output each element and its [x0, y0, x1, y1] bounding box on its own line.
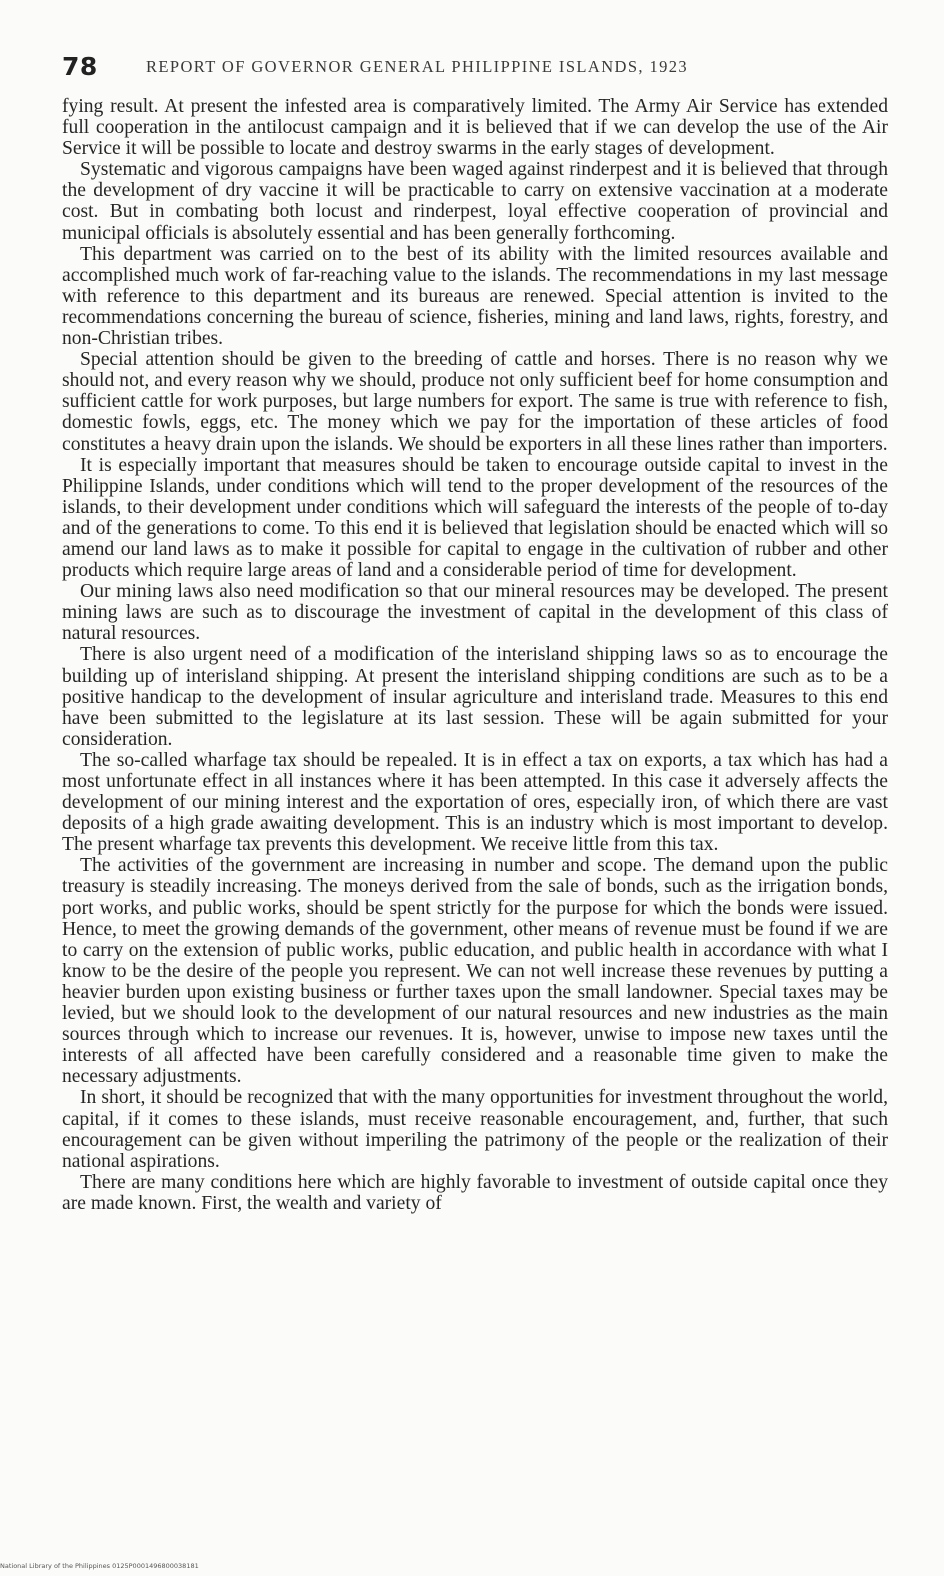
paragraph-wharfage-tax: The so-called wharfage tax should be repealed. It is in effect a tax on exports, a tax which has had a most unfortunate effect in all instances where it has been attempted. In this case it adversely affects the development of our mining interest and the exportation of ores, especially iron, of which there are vast deposits of a high grade awaiting development. This is an industry which is most important to develop. The present wharfage tax prevents this development. We receive little from this tax.: [62, 749, 888, 856]
body-text: [62, 96, 888, 1214]
paragraph-department: This department was carried on to the best of its ability with the limited resources available and accomplished much work of far-reaching value to the islands. The recommendations in my last message with reference to this department and its bureaus are renewed. Special attention is invited to the recommendations concerning the bureau of science, fisheries, mining and land laws, rights, forestry, and non-Christian tribes.: [62, 243, 888, 350]
paragraph-shipping-laws: There is also urgent need of a modification of the interisland shipping laws so as to encourage the building up of interisland shipping. At present the interisland shipping conditions are such as to be a positive handicap to the development of insular agriculture and interisland trade. Measures to this end have been submitted to the legislature at its last session. These will be again submitted for your consideration.: [62, 644, 888, 750]
paragraph-cattle-breeding: Special attention should be given to the breeding of cattle and horses. There is no reason why we should not, and every reason why we should, produce not only sufficient beef for home consumption and sufficient cattle for work purposes, but large numbers for export. The same is true with reference to fish, domestic fowls, eggs, etc. The money which we pay for the importation of these articles of food constitutes a heavy drain upon the islands. We should be exporters in all these lines rather than importers.: [62, 349, 888, 455]
running-title: REPORT OF GOVERNOR GENERAL PHILIPPINE ISLANDS, 1923: [146, 57, 689, 76]
paragraph-rinderpest: Systematic and vigorous campaigns have been waged against rinderpest and it is believed that through the development of dry vaccine it will be practicable to carry on extensive vaccination at a moderate cost. But in combating both locust and rinderpest, loyal effective cooperation of provincial and municipal officials is absolutely essential and has been generally forthcoming.: [62, 159, 888, 244]
paragraph-investment-encouragement: In short, it should be recognized that with the many opportunities for investment throughout the world, capital, if it comes to these islands, must receive reasonable encouragement, and, further, that such encouragement can be given without imperiling the patrimony of the people or the realization of their national aspirations.: [62, 1087, 888, 1172]
paragraph-government-activities: The activities of the government are increasing in number and scope. The demand upon the public treasury is steadily increasing. The moneys derived from the sale of bonds, such as the irrigation bonds, port works, and public works, should be spent strictly for the purpose for which the bonds were issued. Hence, to meet the growing demands of the government, other means of revenue must be found if we are to carry on the extension of public works, public education, and public health in accordance with what I know to be the desire of the people you represent. We can not well increase these revenues by putting a heavier burden upon existing business or further taxes upon the small landowner. Special taxes may be levied, but we should look to the development of our natural resources and new industries as the main sources through which to increase our revenues. It is, however, unwise to impose new taxes until the interests of all affected have been carefully considered and a reasonable time given to make the necessary adjustments.: [62, 855, 888, 1088]
page-number: 78: [62, 52, 98, 81]
footer-credit: National Library of the Philippines 0125P0001496800038181: [0, 1562, 199, 1570]
paragraph-continuation: fying result. At present the infested area is comparatively limited. The Army Air Service has extended full cooperation in the antilocust campaign and it is believed that if we can develop the use of the Air Service it will be possible to locate and destroy swarms in the early stages of development.: [62, 96, 888, 160]
paragraph-favorable-conditions: There are many conditions here which are highly favorable to investment of outside capital once they are made known. First, the wealth and variety of: [62, 1171, 888, 1214]
paragraph-outside-capital: It is especially important that measures should be taken to encourage outside capital to invest in the Philippine Islands, under conditions which will tend to the proper development of the resources of the islands, to their development under conditions which will safeguard the interests of the people of to-day and of the generations to come. To this end it is believed that legislation should be enacted which will so amend our land laws as to make it possible for capital to engage in the cultivation of rubber and other products which require large areas of land and a considerable period of time for development.: [62, 454, 888, 582]
paragraph-mining-laws: Our mining laws also need modification so that our mineral resources may be developed. The present mining laws are such as to discourage the investment of capital in the development of this class of natural resources.: [62, 581, 888, 645]
page-header: [62, 52, 832, 82]
